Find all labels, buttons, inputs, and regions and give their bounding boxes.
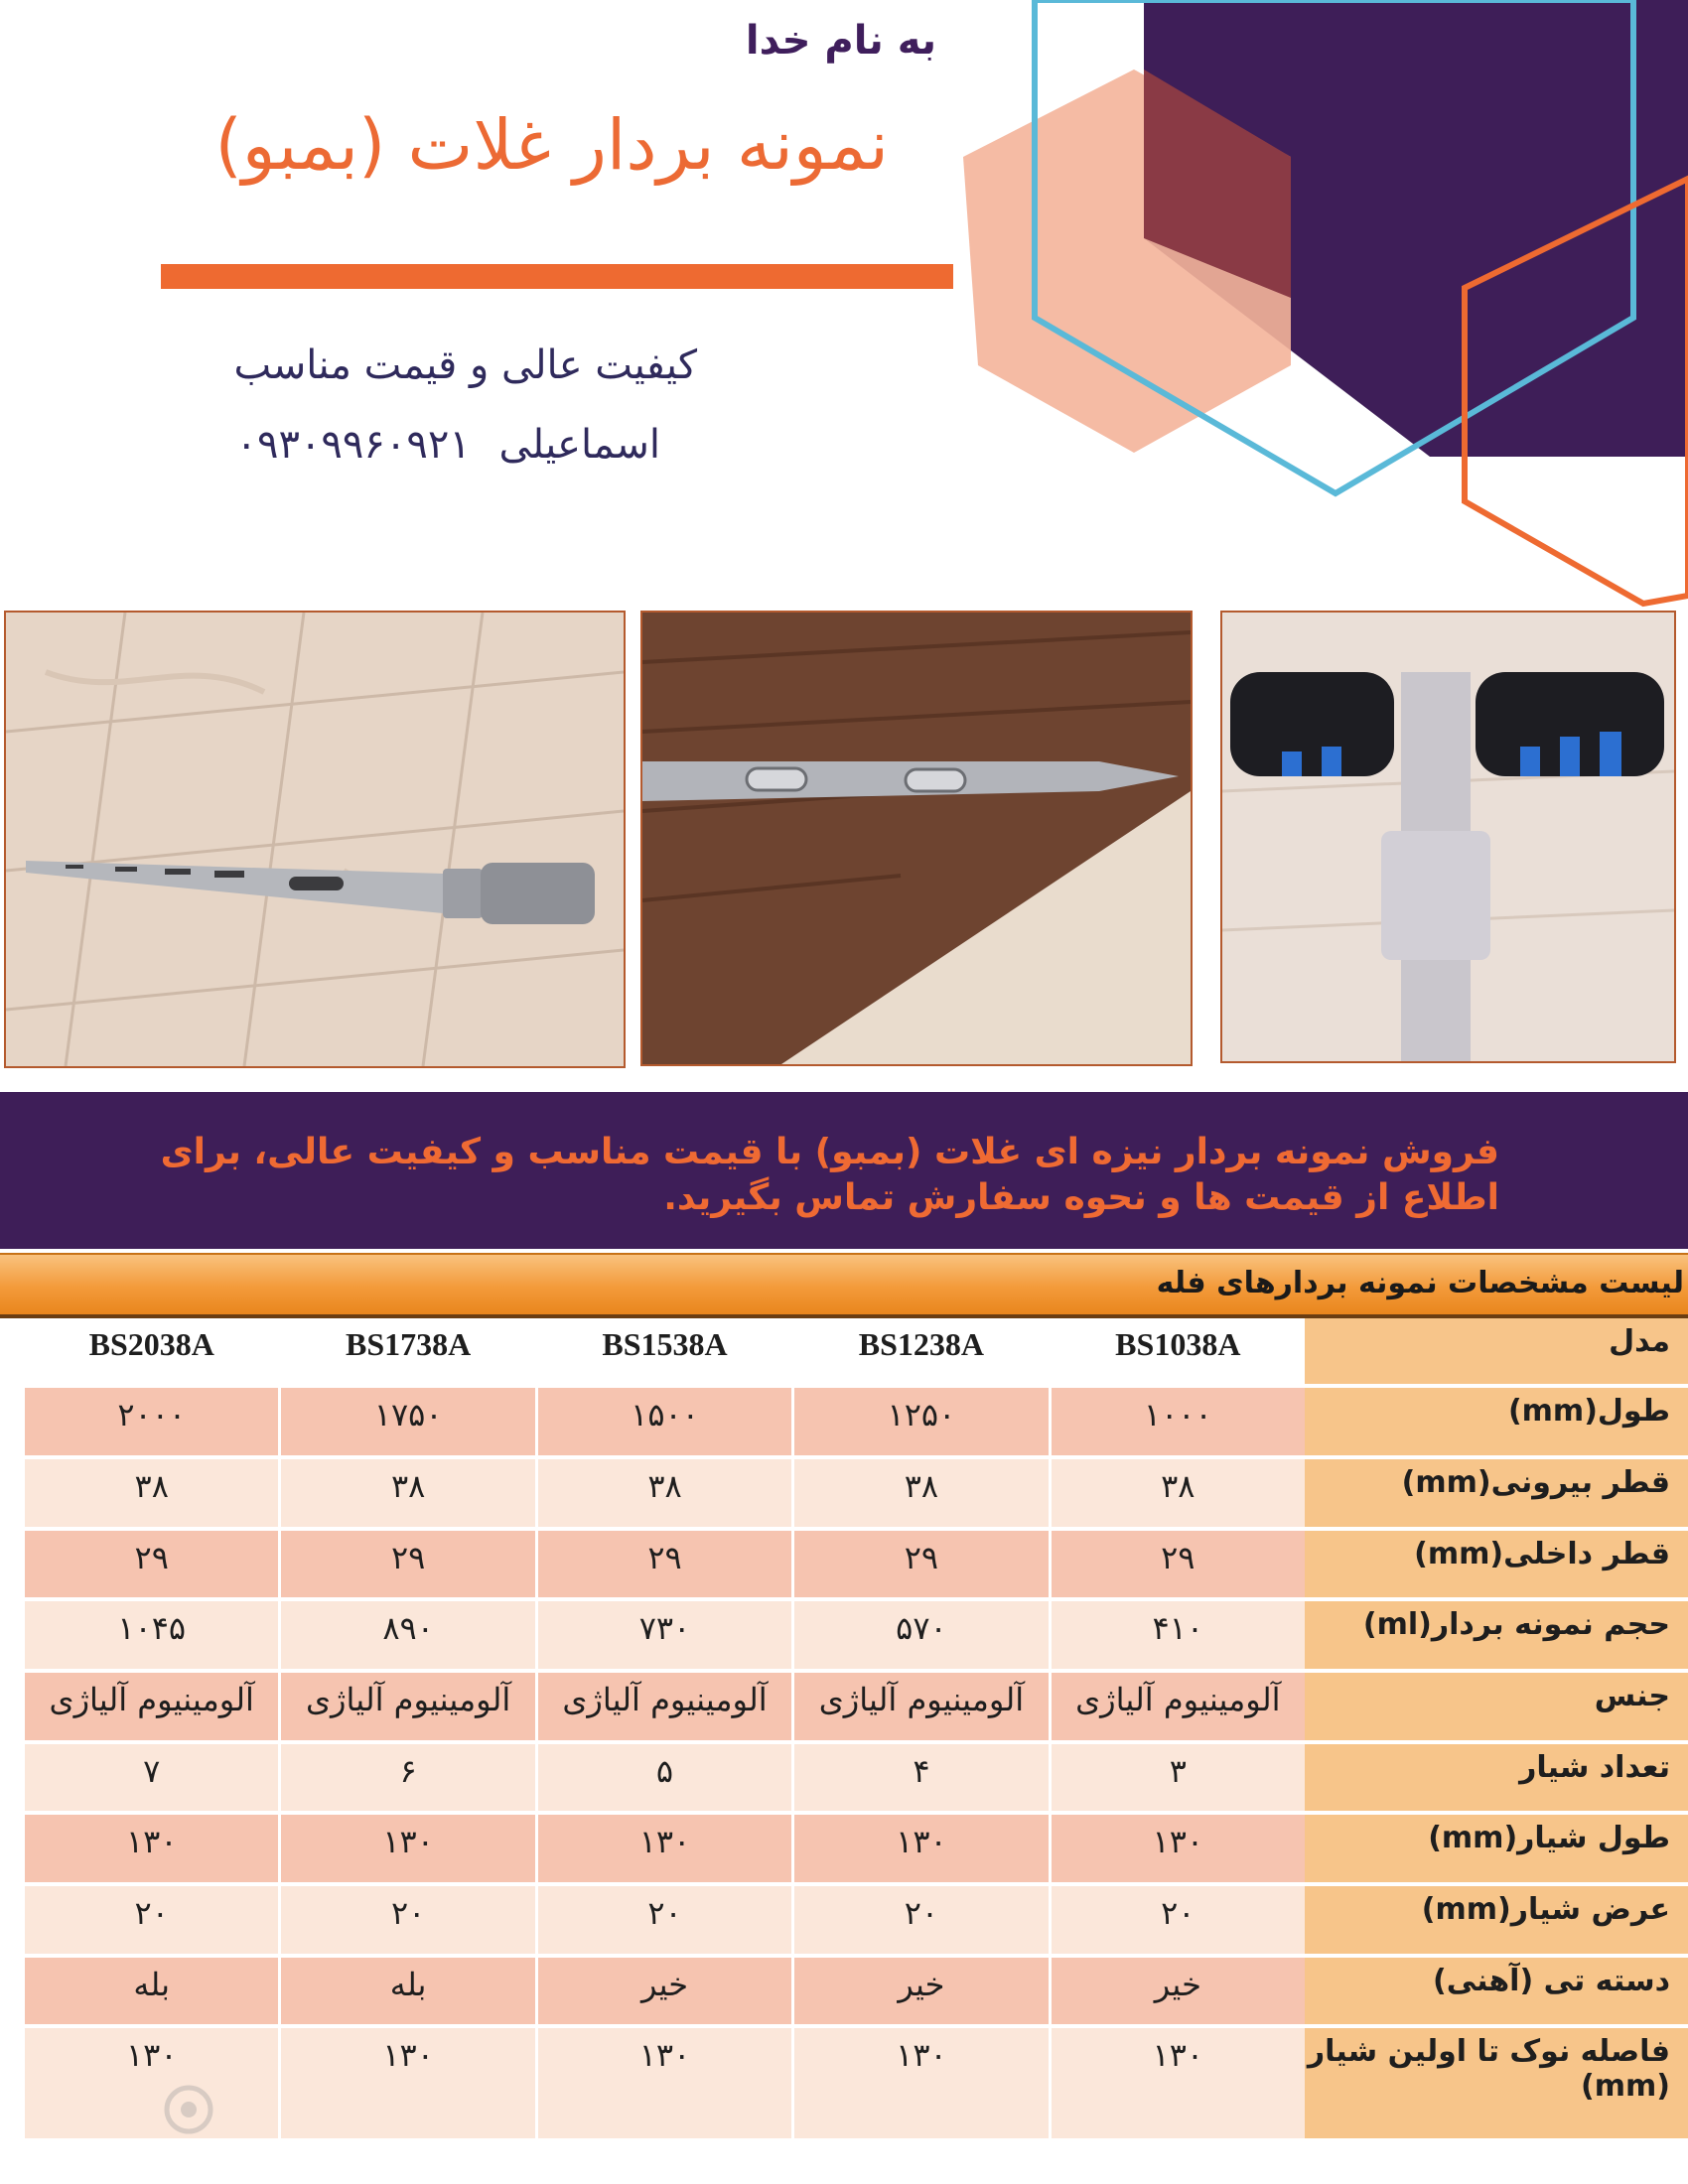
title-underline bbox=[161, 264, 953, 289]
table-cell: خیر bbox=[535, 1958, 791, 2029]
table-row bbox=[22, 1815, 1688, 1886]
table-cell: ۲۹ bbox=[535, 1531, 791, 1602]
row-label: تعداد شیار bbox=[1305, 1744, 1688, 1816]
table-cell: ۶ bbox=[278, 1744, 534, 1816]
model-name-cell: BS1538A bbox=[535, 1318, 791, 1388]
row-label: فاصله نوک تا اولین شیار (mm) bbox=[1305, 2028, 1688, 2142]
table-row bbox=[22, 1459, 1688, 1531]
watermark-logo bbox=[20, 2065, 228, 2154]
table-cell: ۱۳۰ bbox=[278, 2028, 534, 2142]
table-cell: ۴۱۰ bbox=[1049, 1601, 1305, 1673]
table-row bbox=[22, 2028, 1688, 2142]
photo-probe-full bbox=[4, 611, 626, 1068]
model-name-cell: BS2038A bbox=[22, 1318, 278, 1388]
table-cell: آلومینیوم آلیاژی bbox=[535, 1673, 791, 1744]
row-label: حجم نمونه بردار(ml) bbox=[1305, 1601, 1688, 1673]
table-cell: آلومینیوم آلیاژی bbox=[278, 1673, 534, 1744]
table-cell: ۲۹ bbox=[791, 1531, 1048, 1602]
table-cell: ۳۸ bbox=[22, 1459, 278, 1531]
table-cell: ۴ bbox=[791, 1744, 1048, 1816]
row-label: مدل bbox=[1305, 1318, 1688, 1388]
table-cell: ۱۰۴۵ bbox=[22, 1601, 278, 1673]
row-label: طول(mm) bbox=[1305, 1388, 1688, 1459]
table-cell: ۲۹ bbox=[1049, 1531, 1305, 1602]
table-cell: ۱۳۰ bbox=[535, 2028, 791, 2142]
table-cell: آلومینیوم آلیاژی bbox=[22, 1673, 278, 1744]
table-cell: خیر bbox=[1049, 1958, 1305, 2029]
table-cell: خیر bbox=[791, 1958, 1048, 2029]
contact-name: اسماعیلی bbox=[498, 422, 660, 468]
table-cell: ۱۳۰ bbox=[535, 1815, 791, 1886]
table-row bbox=[22, 1601, 1688, 1673]
table-cell: آلومینیوم آلیاژی bbox=[1049, 1673, 1305, 1744]
table-cell: ۲۰ bbox=[791, 1886, 1048, 1958]
table-cell: ۱۳۰ bbox=[278, 1815, 534, 1886]
table-row bbox=[22, 1673, 1688, 1744]
table-cell: ۱۲۵۰ bbox=[791, 1388, 1048, 1459]
row-label: دسته تی (آهنی) bbox=[1305, 1958, 1688, 2029]
table-cell: ۲۰ bbox=[535, 1886, 791, 1958]
table-cell: ۳۸ bbox=[535, 1459, 791, 1531]
photo-probe-tip bbox=[640, 611, 1193, 1066]
header-decoration bbox=[0, 0, 1688, 635]
page-title: نمونه بردار غلات (بمبو) bbox=[214, 104, 889, 186]
spec-table bbox=[22, 1318, 1688, 2142]
model-name-cell: BS1238A bbox=[791, 1318, 1048, 1388]
row-label: قطر بیرونی(mm) bbox=[1305, 1459, 1688, 1531]
table-cell: ۱۳۰ bbox=[1049, 2028, 1305, 2142]
table-cell: ۸۹۰ bbox=[278, 1601, 534, 1673]
table-cell: ۷ bbox=[22, 1744, 278, 1816]
table-cell: ۳۸ bbox=[1049, 1459, 1305, 1531]
table-cell: ۵ bbox=[535, 1744, 791, 1816]
tagline: کیفیت عالی و قیمت مناسب bbox=[233, 342, 697, 388]
model-name-cell: BS1038A bbox=[1049, 1318, 1305, 1388]
table-row bbox=[22, 1531, 1688, 1602]
table-cell: ۱۳۰ bbox=[22, 2028, 278, 2142]
table-cell: ۳ bbox=[1049, 1744, 1305, 1816]
table-row bbox=[22, 1886, 1688, 1958]
table-cell: ۱۵۰۰ bbox=[535, 1388, 791, 1459]
table-cell: ۱۰۰۰ bbox=[1049, 1388, 1305, 1459]
row-label: طول شیار(mm) bbox=[1305, 1815, 1688, 1886]
table-cell: آلومینیوم آلیاژی bbox=[791, 1673, 1048, 1744]
table-cell: ۱۳۰ bbox=[791, 1815, 1048, 1886]
table-heading: لیست مشخصات نمونه بردارهای فله bbox=[1156, 1266, 1684, 1300]
table-cell: ۵۷۰ bbox=[791, 1601, 1048, 1673]
table-row bbox=[22, 1744, 1688, 1816]
table-cell: ۱۳۰ bbox=[791, 2028, 1048, 2142]
row-label: عرض شیار(mm) bbox=[1305, 1886, 1688, 1958]
table-cell: ۲۹ bbox=[278, 1531, 534, 1602]
contact-phone: ۰۹۳۰۹۹۶۰۹۲۱ bbox=[235, 422, 471, 468]
table-cell: ۲۰ bbox=[1049, 1886, 1305, 1958]
table-cell: ۳۸ bbox=[791, 1459, 1048, 1531]
table-cell: ۱۳۰ bbox=[22, 1815, 278, 1886]
table-cell: ۱۳۰ bbox=[1049, 1815, 1305, 1886]
table-header-row bbox=[22, 1318, 1688, 1388]
table-cell: بله bbox=[278, 1958, 534, 2029]
photo-t-handle bbox=[1220, 611, 1676, 1063]
row-label: جنس bbox=[1305, 1673, 1688, 1744]
table-cell: ۲۰ bbox=[278, 1886, 534, 1958]
table-cell: ۱۷۵۰ bbox=[278, 1388, 534, 1459]
table-cell: ۳۸ bbox=[278, 1459, 534, 1531]
model-name-cell: BS1738A bbox=[278, 1318, 534, 1388]
contact-line bbox=[235, 422, 660, 468]
promo-text: فروش نمونه بردار نیزه ای غلات (بمبو) با قیمت مناسب و کیفیت عالی، برای اطلاع از قیمت ها و نحوه سفارش تماس بگیرید. bbox=[160, 1132, 1499, 1218]
table-cell: ۲۰ bbox=[22, 1886, 278, 1958]
table-row bbox=[22, 1388, 1688, 1459]
table-cell: ۲۰۰۰ bbox=[22, 1388, 278, 1459]
table-cell: ۷۳۰ bbox=[535, 1601, 791, 1673]
bismillah: به نام خدا bbox=[745, 18, 936, 64]
row-label: قطر داخلی(mm) bbox=[1305, 1531, 1688, 1602]
table-cell: ۲۹ bbox=[22, 1531, 278, 1602]
table-cell: بله bbox=[22, 1958, 278, 2029]
table-row bbox=[22, 1958, 1688, 2029]
